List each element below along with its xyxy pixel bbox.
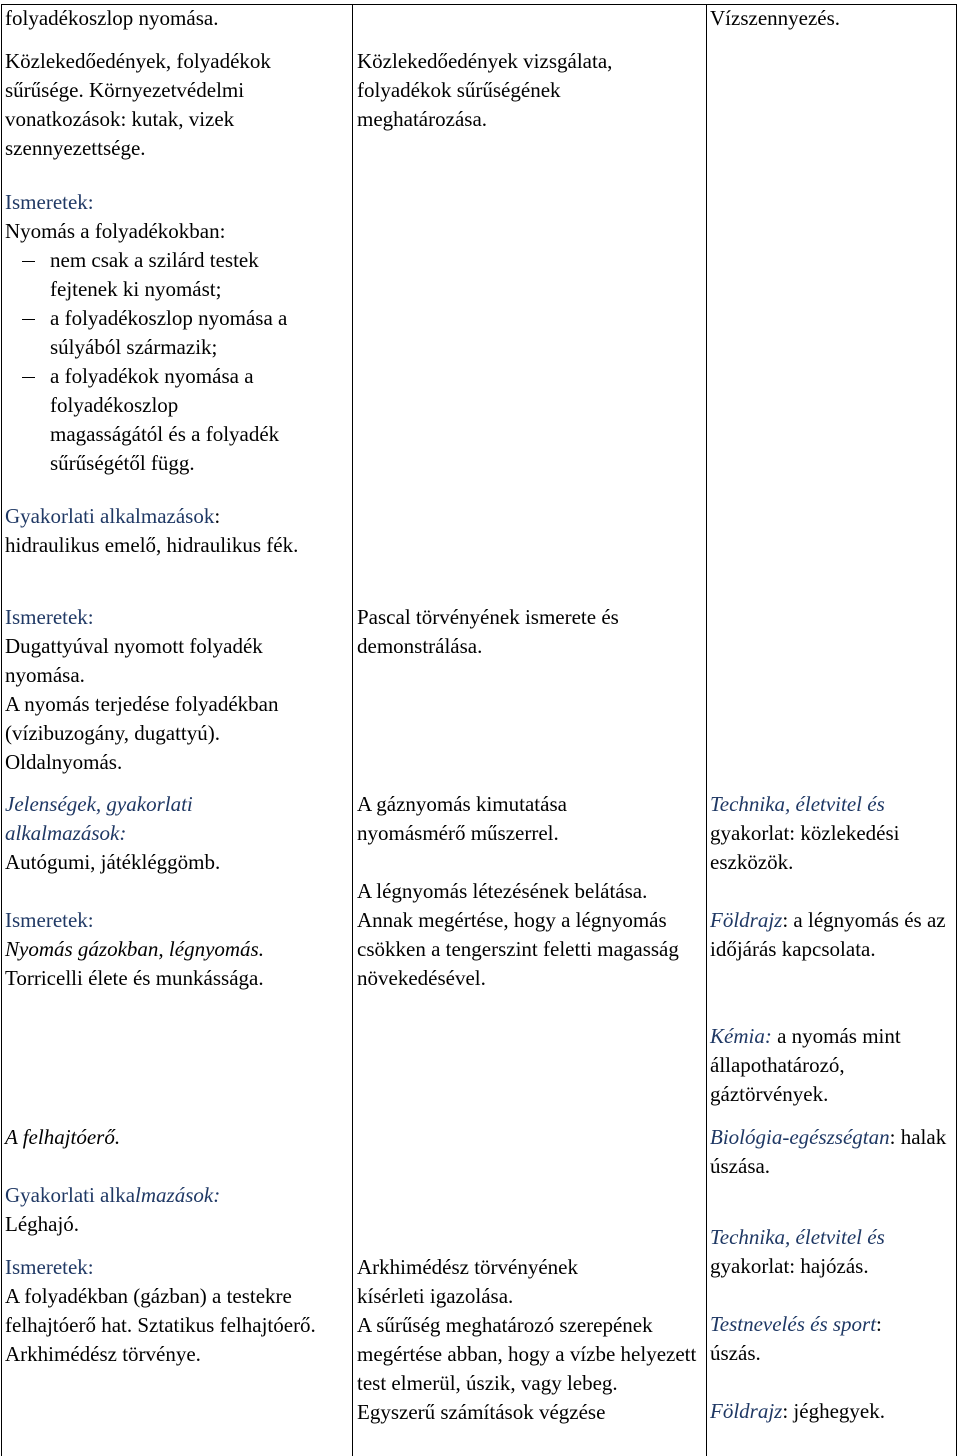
- link-text: [710, 1123, 950, 1181]
- practical-text: Léghajó.: [5, 1212, 80, 1236]
- knowledge-heading: Ismeretek:: [5, 605, 94, 629]
- practical-block: [5, 502, 350, 560]
- link-block: [710, 1022, 955, 1109]
- knowledge-line: Nyomás gázokban, légnyomás.: [5, 937, 264, 961]
- link-block: [710, 790, 955, 877]
- outcome-block: [357, 1253, 707, 1427]
- subject-heading: Földrajz: [710, 1399, 783, 1423]
- outcome-text: Egyszerű számítások végzése: [357, 1400, 606, 1424]
- buoyancy-title: A felhajtóerő.: [5, 1125, 121, 1149]
- outcome-text: Arkhimédész törvényének kísérleti igazolása.: [357, 1255, 579, 1308]
- knowledge-title: Nyomás a folyadékokban:: [5, 219, 226, 243]
- outcome-text: Közlekedőedények vizsgálata, folyadékok sűrűségének meghatározása.: [357, 49, 613, 131]
- knowledge-line: A folyadékban (gázban) a testekre felhajtóerő hat. Sztatikus felhajtóerő.: [5, 1284, 316, 1337]
- phenomena-heading: Jelenségek, gyakorlati alkalmazások:: [5, 792, 193, 845]
- link-text: Vízszennyezés.: [710, 6, 841, 30]
- subject-heading: Technika, életvitel és: [710, 792, 885, 816]
- outcome-text: Annak megértése, hogy a légnyomás csökken a tengerszint feletti magasság növekedésével.: [357, 908, 679, 990]
- link-text: [710, 1397, 955, 1426]
- phenomena-block: [5, 790, 350, 877]
- link-text: [710, 1022, 950, 1109]
- link-block: [710, 4, 955, 33]
- knowledge-heading: Ismeretek:: [5, 190, 94, 214]
- link-text: gyakorlat: közlekedési eszközök.: [710, 821, 900, 874]
- subject-heading: Testnevelés és sport: [710, 1312, 877, 1336]
- knowledge-block-3: [5, 906, 350, 993]
- phenomena-text: Autógumi, játékléggömb.: [5, 850, 221, 874]
- link-block: [710, 906, 955, 964]
- text-fragment: folyadékoszlop nyomása.: [5, 6, 219, 30]
- subject-text: a nyomás mint állapothatározó, gáztörvények.: [710, 1024, 901, 1106]
- subject-heading: Biológia-egészségtan: [710, 1125, 890, 1149]
- column-content: [5, 4, 350, 33]
- subject-heading-line: [710, 1310, 955, 1339]
- outcome-block: [357, 790, 707, 848]
- knowledge-heading: Ismeretek:: [5, 908, 94, 932]
- list-item: nem csak a szilárd testek fejtenek ki nyomást;: [5, 246, 295, 304]
- link-text: gyakorlat: hajózás.: [710, 1254, 869, 1278]
- knowledge-line: Arkhimédész törvénye.: [5, 1342, 201, 1366]
- practical-heading-part: Gyakorlati alka: [5, 1183, 136, 1207]
- knowledge-line: Dugattyúval nyomott folyadék nyomása.: [5, 634, 263, 687]
- subject-text: : a légnyomás és az időjárás kapcsolata.: [710, 908, 946, 961]
- link-block: [710, 1310, 955, 1368]
- table-border-right: [956, 4, 957, 1456]
- outcome-block: [357, 877, 707, 993]
- practical-heading: [5, 1181, 350, 1210]
- knowledge-list: [5, 246, 305, 478]
- link-text: úszás.: [710, 1341, 761, 1365]
- practical-heading: [5, 502, 350, 531]
- subject-heading: Kémia:: [710, 1024, 772, 1048]
- link-block: [710, 1397, 955, 1426]
- knowledge-block-4: [5, 1253, 350, 1369]
- list-item: a folyadékoszlop nyomása a súlyából származik;: [5, 304, 310, 362]
- table-divider-2: [706, 4, 707, 1456]
- knowledge-line: Torricelli élete és munkássága.: [5, 966, 264, 990]
- practical-heading-label: Gyakorlati alkalmazások: [5, 504, 215, 528]
- table-border-left: [1, 4, 2, 1456]
- subject-heading: Földrajz: [710, 908, 783, 932]
- outcome-text: A sűrűség meghatározó szerepének megértése abban, hogy a vízbe helyezett test elmerül, úszik, vagy lebeg.: [357, 1313, 697, 1395]
- practical-heading-part: lmazások:: [135, 1183, 221, 1207]
- table-divider-1: [352, 4, 353, 1456]
- column-content-block: [5, 47, 350, 170]
- link-text: [710, 906, 950, 964]
- knowledge-block-2: [5, 603, 350, 777]
- outcome-text: Pascal törvényének ismerete és demonstrálása.: [357, 605, 619, 658]
- outcome-block: [357, 47, 707, 134]
- knowledge-line: A nyomás terjedése folyadékban (vízibuzogány, dugattyú).: [5, 692, 279, 745]
- link-block: [710, 1123, 955, 1181]
- practical-block-2: [5, 1181, 350, 1239]
- subject-text: : jéghegyek.: [782, 1399, 885, 1423]
- buoyancy-block: [5, 1123, 350, 1152]
- topic-paragraph: Közlekedőedények, folyadékok sűrűsége. Környezetvédelmi vonatkozások: kutak, vizek szennyezettsége.: [5, 49, 271, 160]
- practical-text: hidraulikus emelő, hidraulikus fék.: [5, 533, 299, 557]
- knowledge-block: [5, 188, 350, 485]
- colon: :: [214, 504, 221, 528]
- colon: :: [876, 1312, 882, 1336]
- outcome-text: A gáznyomás kimutatása nyomásmérő műszerrel.: [357, 792, 567, 845]
- subject-text: : halak úszása.: [710, 1125, 947, 1178]
- outcome-block: [357, 603, 707, 661]
- subject-heading: Technika, életvitel és: [710, 1225, 885, 1249]
- knowledge-line: Oldalnyomás.: [5, 750, 123, 774]
- list-item: a folyadékok nyomása a folyadékoszlop magasságától és a folyadék sűrűségétől függ.: [5, 362, 295, 478]
- outcome-text: A légnyomás létezésének belátása.: [357, 879, 648, 903]
- link-block: [710, 1223, 955, 1281]
- knowledge-heading: Ismeretek:: [5, 1255, 94, 1279]
